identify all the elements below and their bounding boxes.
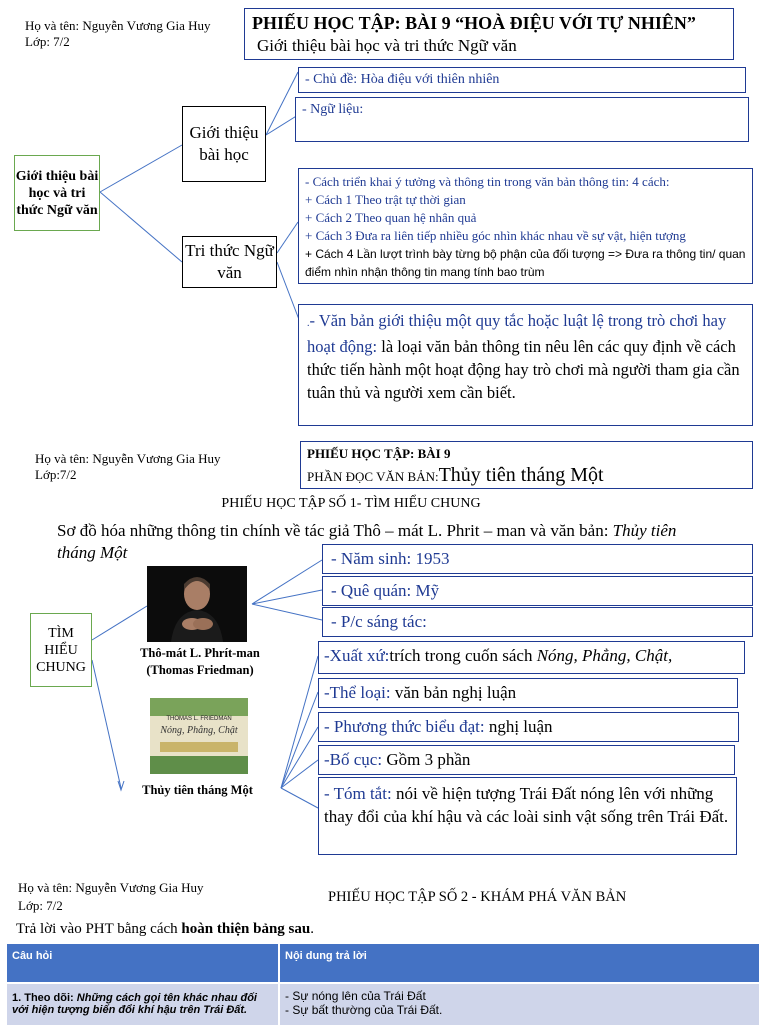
methods-line: + Cách 4 Lần lượt trình bày từng bộ phận của đối tượng => Đưa ra thông tin/ quan điểm nhìn nhận thông tin mang tính bao trùm: [305, 247, 746, 279]
birth-year-text: - Năm sinh: 1953: [331, 549, 450, 568]
answer-line: - Sự nóng lên của Trái Đất: [285, 989, 426, 1003]
table-header-question: Câu hỏi: [7, 944, 279, 983]
origin-box: [318, 641, 745, 674]
author-caption: [125, 645, 275, 679]
exploration-table: [7, 944, 761, 1025]
origin-book: Nóng, Phẳng, Chật,: [536, 646, 673, 665]
works-style-text: - P/c sáng tác:: [331, 612, 427, 631]
instruction-bold: hoàn thiện bảng sau: [181, 921, 311, 937]
student-name: Họ và tên: Nguyễn Vương Gia Huy: [35, 451, 221, 466]
rule-text-term: - Văn bản giới thiệu một quy tắc hoặc luật lệ trong trò chơi hay hoạt động:: [307, 311, 727, 356]
instruction-text: Trả lời vào PHT bằng cách: [16, 921, 182, 937]
rule-text-body: là loại văn bản thông tin nêu lên các quy định về cách thức tiến hành một hoạt động hay trò chơi mà người tham gia cần tuân thủ và người xem cần biết.: [307, 337, 740, 402]
mindmap-root-node: Giới thiệu bài học và tri thức Ngữ văn: [14, 155, 100, 231]
genre-box: [318, 678, 738, 708]
summary-label: - Tóm tắt:: [324, 784, 392, 803]
hometown-box: [322, 576, 753, 606]
question-text: Những cách gọi tên khác nhau đối với hiện tượng biến đổi khí hậu trên Trái Đất.: [12, 992, 257, 1016]
node-lesson-intro: Giới thiệu bài học: [182, 106, 266, 182]
table-header-answer: Nội dung trả lời: [279, 944, 760, 983]
summary-box: [318, 777, 737, 855]
hometown-text: - Quê quán: Mỹ: [331, 581, 440, 600]
table-cell-question: [7, 983, 279, 1025]
origin-label: -Xuất xứ:: [324, 646, 390, 665]
book-cover-author: THOMAS L. FRIEDMAN: [166, 716, 232, 722]
student-name: Họ và tên: Nguyễn Vương Gia Huy: [18, 880, 204, 895]
layout-box: [318, 745, 735, 775]
author-photo: [147, 566, 247, 642]
task-work-title: Thủy tiên tháng Một: [57, 521, 677, 562]
origin-text: trích trong cuốn sách: [389, 646, 537, 665]
table-row: [7, 983, 760, 1025]
sheet-1-title: PHIẾU HỌC TẬP SỐ 1- TÌM HIỂU CHUNG: [221, 496, 481, 511]
student-class: Lớp:7/2: [35, 467, 77, 482]
author-name-en: (Thomas Friedman): [146, 663, 254, 677]
works-style-box: [322, 607, 753, 637]
reading-part-label: PHẦN ĐỌC VĂN BẢN:: [307, 469, 439, 484]
book-cover-title: Nóng, Phẳng, Chật: [160, 725, 238, 736]
table-header-row: [7, 944, 760, 983]
rule-text-prefix: .: [307, 318, 310, 329]
answer-line: - Sự bất thường của Trái Đất.: [285, 1003, 443, 1017]
layout-label: -Bố cục:: [324, 750, 383, 769]
genre-label: -Thể loại:: [324, 683, 391, 702]
student-class: Lớp: 7/2: [18, 898, 63, 913]
page-title: PHIẾU HỌC TẬP: BÀI 9 “HOÀ ĐIỆU VỚI TỰ NHIÊN”: [252, 13, 696, 33]
sheet-2-title: PHIẾU HỌC TẬP SỐ 2 - KHÁM PHÁ VĂN BẢN: [328, 889, 627, 905]
table-cell-answer: [279, 983, 760, 1025]
instruction-end: .: [310, 921, 314, 937]
topic-box: - Chủ đề: Hòa điệu với thiên nhiên: [298, 67, 746, 93]
materials-box: - Ngữ liệu:: [295, 97, 749, 142]
methods-line: + Cách 1 Theo trật tự thời gian: [305, 192, 466, 207]
author-name-vi: Thô-mát L. Phrít-man: [140, 646, 260, 660]
layout-text: Gồm 3 phần: [382, 750, 471, 769]
task-text: Sơ đồ hóa những thông tin chính về tác giả Thô – mát L. Phrit – man và văn bản:: [57, 521, 613, 540]
student-name: Họ và tên: Nguyễn Vương Gia Huy: [25, 18, 211, 33]
reading-title: PHIẾU HỌC TẬP: BÀI 9: [307, 446, 451, 461]
table-instruction: [16, 921, 314, 938]
book-cover: [150, 698, 248, 774]
summary-text: nói về hiện tượng Trái Đất nóng lên với những thay đổi của khí hậu và các loài sinh vật sống trên Trái Đất.: [324, 784, 729, 826]
book-caption: Thủy tiên tháng Một: [142, 783, 253, 797]
genre-text: văn bản nghị luận: [390, 683, 517, 702]
reading-work-title: Thủy tiên tháng Một: [438, 464, 604, 486]
expression-mode-box: [318, 712, 739, 742]
question-number: 1. Theo dõi:: [12, 992, 77, 1004]
methods-line: + Cách 3 Đưa ra liên tiếp nhiều góc nhìn khác nhau về sự vật, hiện tượng: [305, 228, 686, 243]
author-portrait-icon: [147, 566, 247, 642]
expression-mode-label: - Phương thức biểu đạt:: [324, 717, 485, 736]
birth-year-box: [322, 544, 753, 574]
methods-line: + Cách 2 Theo quan hệ nhân quả: [305, 210, 477, 225]
node-knowledge: Tri thức Ngữ văn: [182, 236, 277, 288]
page-subtitle: Giới thiệu bài học và tri thức Ngữ văn: [257, 36, 517, 55]
explore-root-node: TÌM HIỂU CHUNG: [30, 613, 92, 687]
expression-mode-text: nghị luận: [484, 717, 553, 736]
methods-line: - Cách triển khai ý tưởng và thông tin trong văn bản thông tin: 4 cách:: [305, 174, 670, 189]
student-class: Lớp: 7/2: [25, 34, 70, 49]
